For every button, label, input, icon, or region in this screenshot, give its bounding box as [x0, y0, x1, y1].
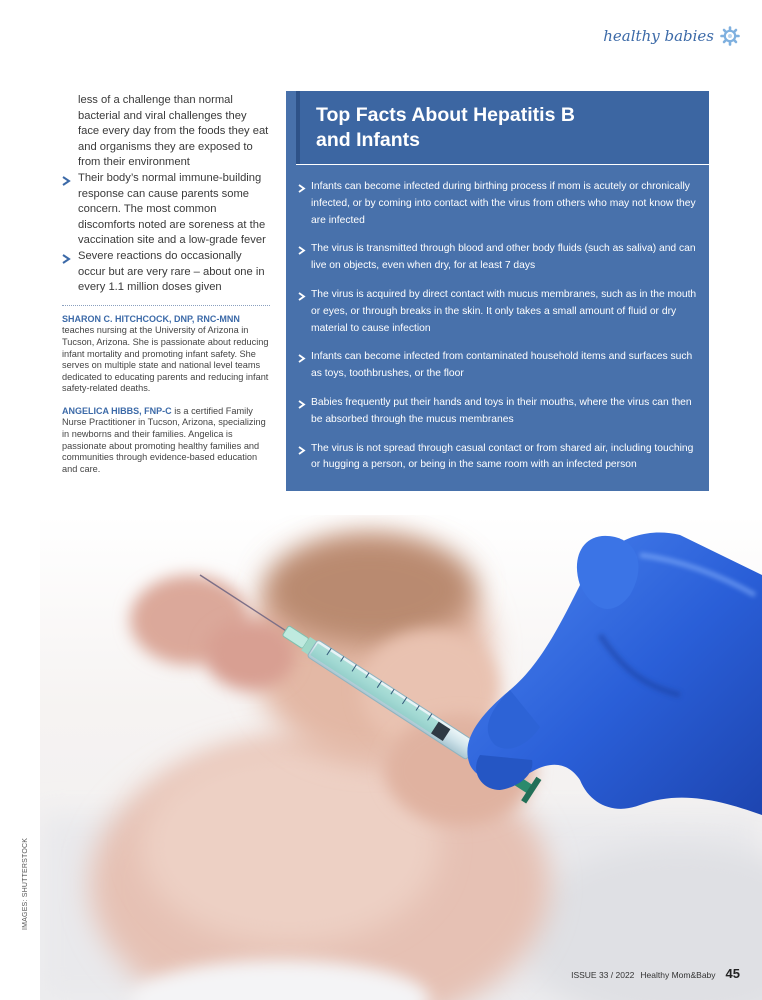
arrow-icon: [298, 399, 306, 416]
list-item: [62, 249, 270, 296]
arrow-icon: [298, 291, 306, 308]
facts-box: [286, 91, 709, 491]
list-item: [62, 171, 270, 249]
photo-credit: IMAGES: SHUTTERSTOCK: [22, 837, 29, 930]
facts-list: [298, 179, 704, 486]
fact-text: Infants can become infected from contaminated household items and surfaces such as toys, toothbrushes, or the floor: [311, 351, 693, 380]
arrow-icon: [62, 173, 71, 191]
bullet-text: Severe reactions do occasionally occur but are very rare – about one in every 1.1 million doses given: [78, 249, 265, 294]
arrow-icon: [298, 183, 306, 200]
fact-text: The virus is acquired by direct contact with mucus membranes, such as in the mouth or eyes, or through breaks in the skin. It only takes a small amount of fluid or dry material to cause infection: [311, 288, 697, 334]
author-name: SHARON C. HITCHCOCK, DNP, RNC-MNN: [62, 313, 240, 324]
divider: [62, 305, 270, 306]
list-item: [298, 287, 704, 337]
arrow-icon: [298, 245, 306, 262]
list-item: [298, 241, 704, 275]
bullet-text: Their body’s normal immune-building response can cause parents some concern. The most common discomforts noted are soreness at the vaccination site and a low-grade fever: [78, 171, 266, 247]
author-bio: [62, 314, 270, 395]
arrow-icon: [298, 445, 306, 462]
page-footer: [571, 966, 740, 981]
list-item: [298, 441, 704, 475]
author-bio-text: is a certified Family Nurse Practitioner in Tucson, Arizona, specializing in newborns and their families. Angelica is passionate about promoting healthy families and communities through evidence-based education and care.: [62, 405, 266, 474]
facts-title-bar: [296, 91, 709, 165]
left-column: [62, 93, 270, 486]
arrow-icon: [298, 353, 306, 370]
fact-text: The virus is not spread through casual contact or from shared air, including touching or hugging a person, or being in the same room with an infected person: [311, 442, 694, 471]
author-name: ANGELICA HIBBS, FNP-C: [62, 405, 172, 416]
fact-text: Infants can become infected during birthing process if mom is acutely or chronically infected, or by coming into contact with the virus from others who may not know they are infected: [311, 181, 696, 226]
fact-text: The virus is transmitted through blood and other body fluids (such as saliva) and can live on objects, even when dry, for at least 7 days: [311, 243, 696, 272]
list-item: [298, 179, 704, 229]
issue-label: ISSUE 33 / 2022: [571, 970, 635, 980]
section-label: healthy babies: [603, 27, 714, 45]
baby-vaccination-photo: [40, 515, 762, 1000]
gear-icon: [720, 26, 740, 46]
author-bio-text: teaches nursing at the University of Arizona in Tucson, Arizona. She is passionate about reducing infant mortality and promoting infant safety. She serves on multiple state and national level teams dedicated to educating parents and reducing infant safety-related deaths.: [62, 325, 269, 394]
facts-title-line: Top Facts About Hepatitis B: [316, 104, 575, 126]
list-item: [298, 349, 704, 383]
list-item: [298, 395, 704, 429]
facts-title-line: and Infants: [316, 129, 421, 151]
arrow-icon: [62, 251, 71, 269]
section-tag: [603, 26, 740, 46]
page-number: 45: [725, 966, 740, 981]
facts-title: [316, 103, 575, 153]
magazine-name: Healthy Mom&Baby: [640, 970, 716, 980]
continuation-text: less of a challenge than normal bacterial and viral challenges they face every day from the foods they eat and organisms they are exposed to from their environment: [78, 94, 269, 169]
author-bio: [62, 406, 270, 476]
fact-text: Babies frequently put their hands and toys in their mouths, where the virus can then be absorbed through the mucus membranes: [311, 396, 692, 425]
